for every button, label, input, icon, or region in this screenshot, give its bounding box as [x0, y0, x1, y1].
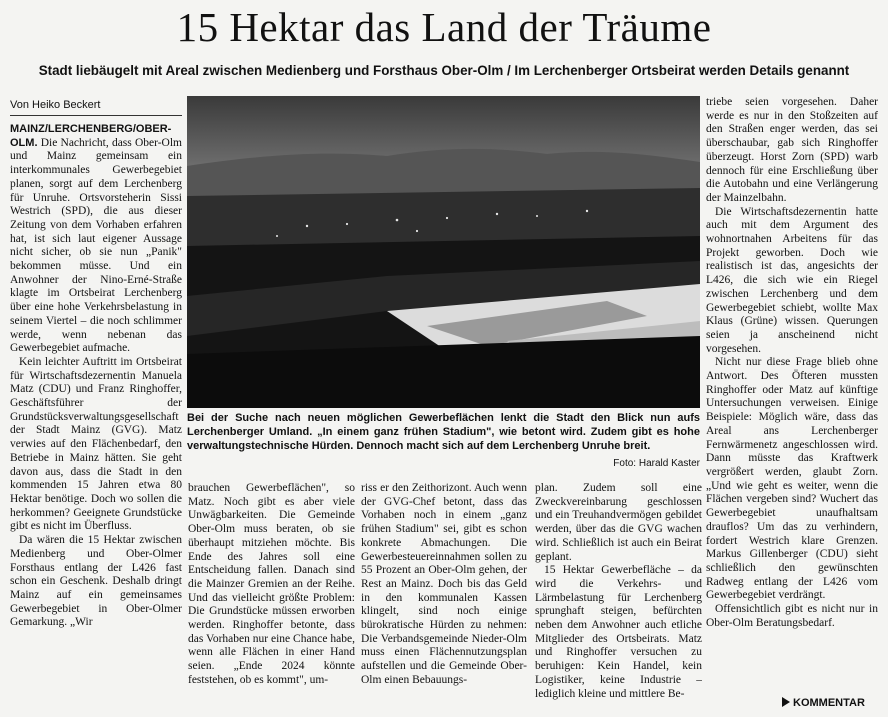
- paragraph: riss er den Zeithorizont. Auch wenn der GVG-Chef betont, dass das Vorhaben noch in einem „ganz frühen Stadium" sei, gibt es schon konkrete Abmachungen. Die Gewerbesteuereinnahmen sollen zu 55 Prozent an Ober-Olm gehen, der Rest an Mainz. Doch bis das Geld in den kommunalen Kassen klingelt, sind noch einige bürokratische Hürden zu nehmen: Die Verbandsgemeinde Nieder-Olm muss einen Flächennutzungsplan aufstellen und die Gemeinde Ober-Olm einen Bebauungs-: [361, 482, 527, 686]
- paragraph: Offensichtlich gibt es nicht nur in Ober-Olm Beratungsbedarf.: [706, 603, 878, 629]
- paragraph: Da wären die 15 Hektar zwischen Medienberg und Ober-Olmer Forsthaus entlang der L426 fast schon ein Geschenk. Deshalb dringt Mainz auf ein gemeinsames Gewerbegebiet in Ober-Olmer Gemarkung. „Wir: [10, 534, 182, 629]
- caption-text: Bei der Suche nach neuen möglichen Gewerbeflächen lenkt die Stadt den Blick nun aufs Lerchenberger Umland. „In einem ganz frühen Stadium", wie betont wird. Zudem gibt es hohe verwaltungstechnische Hürden. Dennoch macht sich auf dem Lerchenberg Unruhe breit.: [187, 412, 700, 452]
- paragraph: [10, 123, 182, 356]
- photo-caption: [187, 411, 700, 471]
- kommentar-label: KOMMENTAR: [793, 697, 865, 709]
- article-column-2: [188, 482, 355, 715]
- kommentar-link[interactable]: [782, 697, 865, 709]
- paragraph: triebe seien vorgesehen. Daher werde es nur in den Stoßzeiten auf den Straßen enger werden, das sei überschaubar, gab sich Ringhoffer überzeugt. Horst Zorn (SPD) warb dennoch für eine Erschließung über die Autobahn und eine Verlängerung der Mainzelbahn.: [706, 96, 878, 204]
- paragraph-text: Die Nachricht, dass Ober-Olm und Mainz gemeinsam ein interkommunales Gewerbegebiet planen, sorgt auf dem Lerchenberg für Unruhe. Ortsvorsteherin Sissi Westrich (SPD), die aus dieser Zeitung von dem Vorhaben erfahren hat, ist sich laut eigener Aussage nicht sicher, ob sie nun „Panik" bekommen müsse. Und ein Anwohner der Nino-Erné-Straße klagte im Ortsbeirat Lerchenberg über eine hohe Verkehrsbelastung in seinem Viertel – die noch schlimmer werde, wenn nebenan das Gewerbegebiet aufmache.: [10, 136, 182, 355]
- paragraph: plan. Zudem soll eine Zweckvereinbarung geschlossen und ein Treuhandvermögen gebildet werden, über das die GVG wachen wird. Schließlich ist auch ein Beirat geplant.: [535, 482, 702, 563]
- paragraph: Kein leichter Auftritt im Ortsbeirat für Wirtschaftsdezernentin Manuela Matz (CDU) und Franz Ringhoffer, Geschäftsführer der Grundstücksverwaltungsgesellschaft der Stadt Mainz (GVG). Matz verwies auf den Flächenbedarf, den Betriebe in Mainz hätten. Sie geht davon aus, dass die Stadt in den kommenden 15 Jahren etwa 80 Hektar benötige. Doch wo sollen die herkommen? Geeignete Grundstücke gibt es nicht im Überfluss.: [10, 355, 182, 533]
- paragraph: Nicht nur diese Frage blieb ohne Antwort. Des Öfteren mussten Ringhoffer oder Matz auf künftige Untersuchungen verweisen. Einige Beispiele: Möglich wäre, dass das Areal ans Lerchenberger Fernwärmenetz angeschlossen wird. Dann müsste das Kraftwerk vergrößert werden, glaubt Zorn. „Und wie geht es weiter, wenn die Flächen vergeben sind? Wuchert das Gewerbegebiet unaufhaltsam drauflos? Um das zu verhindern, fordert Westrich klare Grenzen. Markus Gillenberger (CDU) sieht schließlich den gewünschten Radweg entlang der L426 vom Gewerbegebiet verdrängt.: [706, 356, 878, 602]
- paragraph: brauchen Gewerbeflächen", so Matz. Noch gibt es aber viele Unwägbarkeiten. Die Gemeinde Ober-Olm muss beraten, ob sie überhaupt mitziehen möchte. Bis Ende des Jahres soll eine Entscheidung fallen. Danach sind die Mainzer Gremien an der Reihe. Und das vielleicht größte Problem: Die Grundstücke müssen erworben werden. Ringhoffer betonte, dass das Vorhaben nur eine Chance habe, wenn alle Flächen in einer Hand seien. „Ende 2024 könnte feststehen, ob es kommt", um-: [188, 482, 355, 686]
- subheadline: Stadt liebäugelt mit Areal zwischen Medienberg und Forsthaus Ober-Olm / Im Lerchenberger Ortsbeirat werden Details genannt: [38, 63, 850, 78]
- headline: 15 Hektar das Land der Träume: [176, 4, 712, 50]
- article-column-1: [10, 123, 182, 715]
- aerial-photo: [187, 96, 700, 408]
- dateline: MAINZ/LERCHENBERG/OBER-OLM.: [10, 123, 172, 149]
- photo-credit: Foto: Harald Kaster: [607, 457, 700, 471]
- byline: Von Heiko Beckert: [10, 99, 182, 116]
- article-column-5: [706, 96, 878, 695]
- paragraph: 15 Hektar Gewerbefläche – da wird die Verkehrs- und Lärmbelastung für Lerchenberg sprunghaft steigen, befürchten neben dem Anwohner auch etliche Mitglieder des Ortsbeirats. Matz und Ringhoffer versuchen zu beruhigen: Kein Handel, kein Logistiker, keine Industrie – lediglich kleine und mittlere Be-: [535, 564, 702, 700]
- paragraph: Die Wirtschaftsdezernentin hatte auch mit dem Argument des wohnortnahen Arbeitens für das Projekt geworben. Doch wie realistisch ist das, angesichts der L426, die sich wie ein Riegel zwischen Lerchenberg und dem Gewerbegebiet schiebt, wollte Max Klaus (Grüne) wissen. Querungen seien ja anscheinend nicht vorgesehen.: [706, 205, 878, 355]
- article-column-3: [361, 482, 527, 715]
- arrow-right-icon: [782, 697, 790, 707]
- article-column-4: [535, 482, 702, 715]
